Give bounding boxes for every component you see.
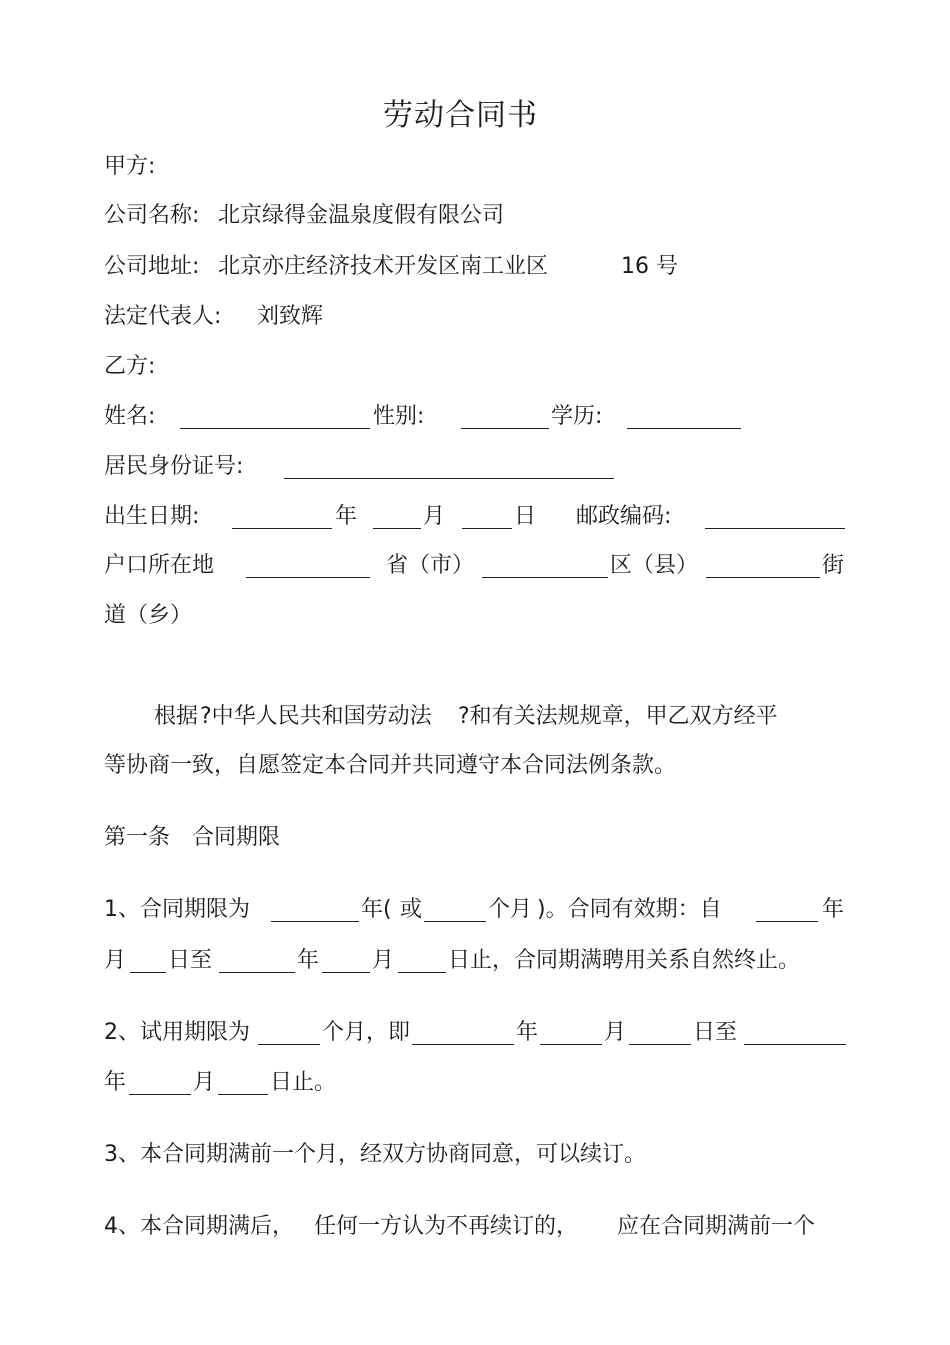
probation-from-year-blank bbox=[412, 1044, 514, 1045]
province-unit: 省（市） bbox=[386, 553, 475, 578]
birth-month-unit: 月 bbox=[423, 504, 446, 529]
clause-1-text-j: 月 bbox=[372, 948, 395, 973]
birth-year-blank bbox=[232, 528, 332, 529]
preamble-line-2: 等协商一致，自愿签定本合同并共同遵守本合同法例条款。 bbox=[104, 753, 677, 778]
document-title: 劳动合同书 bbox=[383, 98, 538, 133]
clause-1-text-b: 年( bbox=[361, 897, 392, 922]
birth-year-unit: 年 bbox=[335, 504, 358, 529]
party-a-heading: 甲方: bbox=[104, 154, 156, 179]
id-number-label: 居民身份证号: bbox=[104, 454, 244, 479]
preamble-text-c: ?和有关法规规章，甲乙双方经平 bbox=[458, 704, 778, 729]
legal-rep-label: 法定代表人: bbox=[104, 304, 222, 329]
district-blank bbox=[482, 577, 608, 578]
company-name-label: 公司名称: bbox=[104, 203, 200, 228]
clause-1-text-k: 日止，合同期满聘用关系自然终止。 bbox=[448, 948, 801, 973]
probation-to-day-blank bbox=[218, 1094, 268, 1095]
clause-3: 3、本合同期满前一个月，经双方协商同意，可以续订。 bbox=[104, 1142, 646, 1167]
valid-from-month-blank bbox=[130, 972, 166, 973]
gender-label: 性别: bbox=[373, 404, 425, 429]
street-unit-part2: 道（乡） bbox=[104, 603, 193, 628]
probation-months-blank bbox=[258, 1044, 320, 1045]
clause-4-text-c: 应在合同期满前一个 bbox=[617, 1214, 816, 1239]
clause-2-text-g: 月 bbox=[193, 1070, 216, 1095]
valid-from-year-blank bbox=[756, 921, 818, 922]
clause-1-text-d: 个月 bbox=[488, 897, 533, 922]
province-blank bbox=[246, 577, 370, 578]
street-unit-part1: 街 bbox=[822, 553, 845, 578]
valid-to-month-blank bbox=[322, 972, 370, 973]
clause-1-text-g: 月 bbox=[104, 948, 127, 973]
legal-rep-value: 刘致辉 bbox=[257, 304, 324, 329]
birth-date-label: 出生日期: bbox=[104, 504, 200, 529]
company-name-value: 北京绿得金温泉度假有限公司 bbox=[218, 203, 505, 228]
clause-2-text-a: 2、试用期限为 bbox=[104, 1020, 250, 1045]
company-address-value: 北京亦庄经济技术开发区南工业区 bbox=[218, 254, 549, 279]
valid-to-year-blank bbox=[219, 972, 295, 973]
company-address-label: 公司地址: bbox=[104, 254, 200, 279]
probation-from-month-blank bbox=[540, 1044, 602, 1045]
clause-2-text-c: 年 bbox=[516, 1020, 539, 1045]
clause-2-text-f: 年 bbox=[104, 1070, 127, 1095]
clause-1-text-e: )。合同有效期：自 bbox=[537, 897, 722, 922]
district-unit: 区（县） bbox=[610, 553, 699, 578]
birth-day-blank bbox=[462, 528, 512, 529]
article-1-heading: 第一条 合同期限 bbox=[104, 825, 281, 850]
birth-month-blank bbox=[373, 528, 421, 529]
clause-1-text-a: 1、合同期限为 bbox=[104, 897, 250, 922]
clause-2-text-b: 个月，即 bbox=[322, 1020, 411, 1045]
clause-1-text-i: 年 bbox=[297, 948, 320, 973]
probation-from-day-blank bbox=[629, 1044, 691, 1045]
valid-to-day-blank bbox=[398, 972, 446, 973]
education-label: 学历: bbox=[551, 404, 603, 429]
contract-months-blank bbox=[424, 921, 486, 922]
birth-day-unit: 日 bbox=[514, 504, 537, 529]
postcode-label: 邮政编码: bbox=[576, 504, 672, 529]
street-blank bbox=[706, 577, 820, 578]
clause-1-text-h: 日至 bbox=[168, 948, 213, 973]
clause-2-text-h: 日止。 bbox=[270, 1070, 337, 1095]
clause-2-text-d: 月 bbox=[604, 1020, 627, 1045]
party-b-heading: 乙方: bbox=[104, 354, 156, 379]
id-number-blank bbox=[284, 478, 614, 479]
name-label: 姓名: bbox=[104, 404, 156, 429]
education-blank bbox=[627, 428, 741, 429]
preamble-text-a: 根据 bbox=[154, 704, 199, 729]
hukou-label: 户口所在地 bbox=[104, 553, 215, 578]
name-blank bbox=[180, 428, 370, 429]
probation-to-month-blank bbox=[129, 1094, 191, 1095]
gender-blank bbox=[461, 428, 549, 429]
clause-1-text-f: 年 bbox=[822, 897, 845, 922]
probation-to-year-blank bbox=[744, 1044, 846, 1045]
contract-years-blank bbox=[271, 921, 359, 922]
preamble-law-name: ?中华人民共和国劳动法 bbox=[200, 704, 432, 729]
clause-2-text-e: 日至 bbox=[693, 1020, 738, 1045]
company-address-number: 16 号 bbox=[621, 254, 678, 279]
clause-4-text-a: 4、本合同期满后， bbox=[104, 1214, 294, 1239]
clause-4-text-b: 任何一方认为不再续订的， bbox=[314, 1214, 579, 1239]
postcode-blank bbox=[705, 528, 845, 529]
clause-1-text-c: 或 bbox=[400, 897, 423, 922]
